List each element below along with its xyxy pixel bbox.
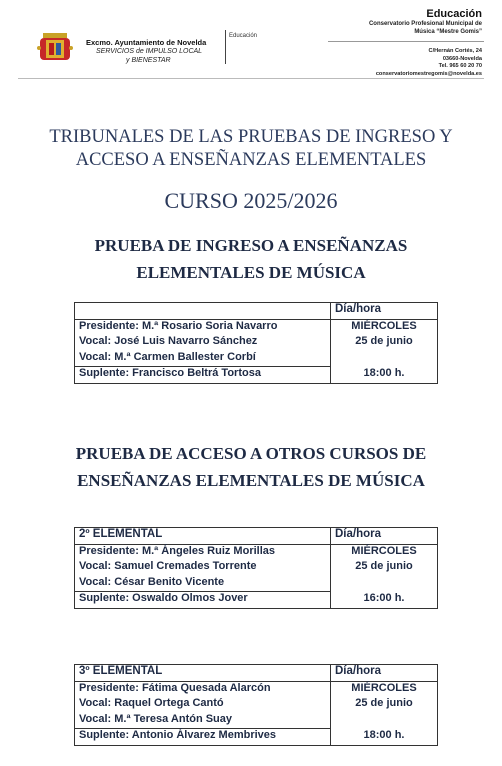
section2-heading-line2: ENSEÑANZAS ELEMENTALES DE MÚSICA — [77, 471, 425, 490]
table-header-row — [75, 303, 438, 320]
table-row — [75, 367, 438, 384]
member-cell: Suplente: Antonio Álvarez Membrives — [75, 729, 331, 746]
table-row — [75, 697, 438, 713]
schedule-cell: MIÉRCOLES — [331, 319, 438, 335]
table-header-right: Día/hora — [331, 665, 438, 682]
coat-of-arms-logo — [37, 30, 73, 64]
section1-heading-line1: PRUEBA DE INGRESO A ENSEÑANZAS — [94, 236, 408, 255]
document-title — [0, 126, 502, 172]
schedule-cell: 25 de junio — [331, 560, 438, 576]
section1-heading-line2: ELEMENTALES DE MÚSICA — [136, 263, 366, 282]
member-cell: Presidente: M.ª Rosario Soria Navarro — [75, 319, 331, 335]
conservatory-line2: Música “Mestre Gomis” — [414, 29, 482, 35]
edu-label-small: Educación — [229, 33, 258, 39]
org-name: Excmo. Ayuntamiento de Novelda — [86, 38, 207, 47]
schedule-cell: 18:00 h. — [331, 367, 438, 384]
conservatory-name — [332, 20, 482, 36]
schedule-cell: 25 de junio — [331, 697, 438, 713]
member-cell: Vocal: M.ª Teresa Antón Suay — [75, 713, 331, 729]
member-cell: Vocal: M.ª Carmen Ballester Corbí — [75, 351, 331, 367]
member-cell: Suplente: Oswaldo Olmos Jover — [75, 592, 331, 609]
table-row — [75, 592, 438, 609]
table-row — [75, 576, 438, 592]
tribunal-table-3-elemental — [74, 664, 438, 746]
section2-heading — [0, 440, 502, 494]
member-cell: Vocal: José Luis Navarro Sánchez — [75, 335, 331, 351]
table-header-right: Día/hora — [331, 528, 438, 545]
table-header-left: 3º ELEMENTAL — [75, 665, 331, 682]
schedule-cell: 16:00 h. — [331, 592, 438, 609]
header-divider — [225, 30, 226, 64]
section2-heading-line1: PRUEBA DE ACCESO A OTROS CURSOS DE — [75, 444, 427, 463]
title-line1: TRIBUNALES DE LAS PRUEBAS DE INGRESO Y — [49, 127, 453, 147]
edu-label-big: Educación — [426, 8, 482, 20]
table-header-left: 2º ELEMENTAL — [75, 528, 331, 545]
header-separator — [18, 78, 484, 79]
schedule-cell: MIÉRCOLES — [331, 544, 438, 560]
header-rule — [328, 41, 484, 42]
member-cell: Vocal: Samuel Cremades Torrente — [75, 560, 331, 576]
member-cell: Suplente: Francisco Beltrá Tortosa — [75, 367, 331, 384]
table-row — [75, 713, 438, 729]
organization-block — [86, 38, 226, 65]
address-block — [332, 48, 482, 78]
member-cell: Presidente: Fátima Quesada Alarcón — [75, 681, 331, 697]
schedule-cell — [331, 576, 438, 592]
table-header-row — [75, 665, 438, 682]
table-header-right: Día/hora — [331, 303, 438, 320]
schedule-cell: 18:00 h. — [331, 729, 438, 746]
schedule-cell: 25 de junio — [331, 335, 438, 351]
table-row — [75, 351, 438, 367]
address-line3: Tel. 965 60 20 70 — [438, 63, 482, 69]
member-cell: Presidente: M.ª Ángeles Ruiz Morillas — [75, 544, 331, 560]
schedule-cell — [331, 351, 438, 367]
schedule-cell: MIÉRCOLES — [331, 681, 438, 697]
tribunal-table-ingreso — [74, 302, 438, 384]
table-header-row — [75, 528, 438, 545]
table-row — [75, 319, 438, 335]
address-line4: conservatoriomestregomis@novelda.es — [375, 70, 482, 77]
address-line2: 03660-Novelda — [442, 55, 482, 62]
table-header-left — [75, 303, 331, 320]
conservatory-line1: Conservatorio Profesional Municipal de — [368, 21, 482, 27]
org-sub2: y BIENESTAR — [126, 57, 171, 64]
address-line1: C/Hernán Cortés, 24 — [428, 48, 482, 54]
schedule-cell — [331, 713, 438, 729]
table-row — [75, 681, 438, 697]
table-row — [75, 335, 438, 351]
table-row — [75, 544, 438, 560]
org-sub1: SERVICIOS de IMPULSO LOCAL — [96, 48, 203, 55]
table-row — [75, 560, 438, 576]
table-row — [75, 729, 438, 746]
member-cell: Vocal: Raquel Ortega Cantó — [75, 697, 331, 713]
course-year: CURSO 2025/2026 — [164, 188, 338, 213]
member-cell: Vocal: César Benito Vicente — [75, 576, 331, 592]
section1-heading — [0, 232, 502, 286]
title-line2: ACCESO A ENSEÑANZAS ELEMENTALES — [75, 150, 427, 170]
tribunal-table-2-elemental — [74, 527, 438, 609]
